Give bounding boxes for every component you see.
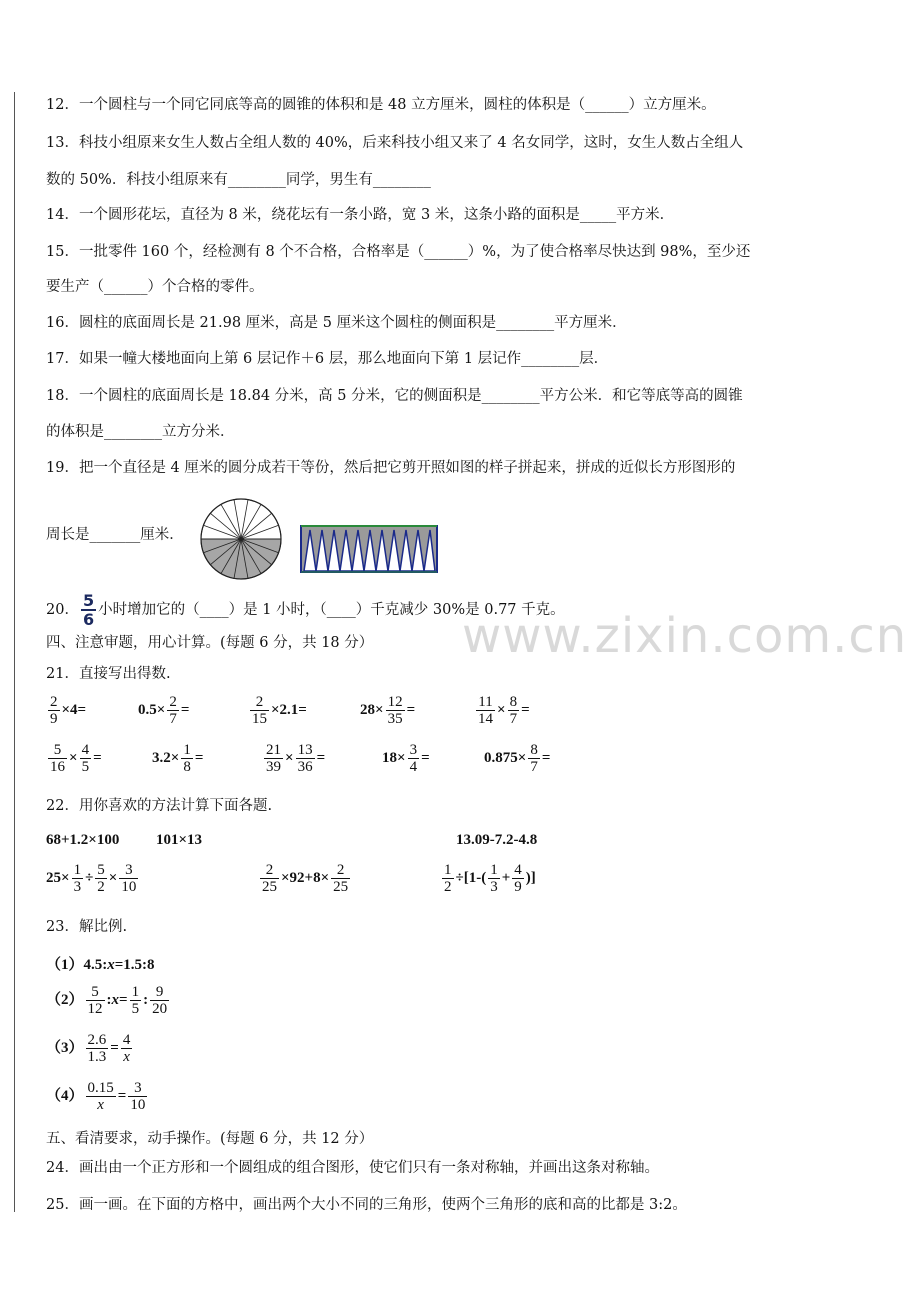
q22-expr-5: $\frac{2}{25}$ ×92+8× $\frac{2}{25}$ xyxy=(262,862,349,895)
question-12: 12．一个圆柱与一个同它同底等高的圆锥的体积和是 48 立方厘米，圆柱的体积是（______）立方厘米。 xyxy=(46,97,716,113)
q21-item-d: 28× $\frac{12}{35}$ = xyxy=(360,694,416,727)
q22-expr-6: $\frac{1}{2}$ ÷[1-( $\frac{1}{3}$ + $\frac{4}{9}$ )] xyxy=(444,862,536,895)
q21-item-a: $\frac{2}{9}$ ×4= xyxy=(50,694,87,727)
q21-item-g: 3.2× $\frac{1}{8}$ = xyxy=(152,742,204,775)
question-15-line2: 要生产（______）个合格的零件。 xyxy=(46,279,264,295)
question-13-line1: 13．科技小组原来女生人数占全组人数的 40%，后来科技小组又来了 4 名女同学，这时，女生人数占全组人 xyxy=(46,135,744,151)
q20-text: 小时增加它的（____）是 1 小时，（____）千克减少 30%是 0.77 千克。 xyxy=(98,602,565,618)
question-16: 16．圆柱的底面周长是 21.98 厘米，高是 5 厘米这个圆柱的侧面积是________平方厘米． xyxy=(46,315,627,331)
section-5-heading: 五、看清要求，动手操作。(每题 6 分，共 12 分） xyxy=(46,1131,374,1147)
sector-circle-figure xyxy=(198,496,284,582)
question-25: 25．画一画。在下面的方格中，画出两个大小不同的三角形，使两个三角形的底和高的比都是 3:2。 xyxy=(46,1197,687,1213)
watermark: www.zixin.com.cn xyxy=(462,608,908,664)
q21-item-f: $\frac{5}{16}$ × $\frac{4}{5}$ = xyxy=(50,742,102,775)
q21-item-j: 0.875× $\frac{8}{7}$ = xyxy=(484,742,551,775)
question-23: 23．解比例. xyxy=(46,919,128,935)
q21-item-i: 18× $\frac{3}{4}$ = xyxy=(382,742,430,775)
question-19-line1: 19．把一个直径是 4 厘米的圆分成若干等份，然后把它剪开照如图的样子拼起来，拼成的近似长方形图形的 xyxy=(46,460,736,476)
q23-part-4: （4） $\frac{0.15}{x}$ = $\frac{3}{10}$ xyxy=(46,1080,146,1113)
q23-part-1: （1）4.5:x=1.5:8 xyxy=(46,957,155,973)
q21-item-h: $\frac{21}{39}$ × $\frac{13}{36}$ = xyxy=(266,742,326,775)
question-18-line2: 的体积是________立方分米． xyxy=(46,424,235,440)
question-13-line2: 数的 50%．科技小组原来有________同学，男生有________ xyxy=(46,172,431,188)
question-14: 14．一个圆形花坛，直径为 8 米，绕花坛有一条小路，宽 3 米，这条小路的面积是_____平方米． xyxy=(46,207,675,223)
q23-part-2: （2） $\frac{5}{12}$ :x= $\frac{1}{5}$ : $\frac{9}{20}$ xyxy=(46,984,168,1017)
q21-item-b: 0.5× $\frac{2}{7}$ = xyxy=(138,694,190,727)
section-4-heading: 四、注意审题，用心计算。(每题 6 分，共 18 分） xyxy=(46,635,374,651)
q22-expr-2: 101×13 xyxy=(156,832,203,848)
question-24: 24．画出由一个正方形和一个圆组成的组合图形，使它们只有一条对称轴，并画出这条对称轴。 xyxy=(46,1160,659,1176)
question-22: 22．用你喜欢的方法计算下面各题. xyxy=(46,798,273,814)
question-18-line1: 18．一个圆柱的底面周长是 18.84 分米，高 5 分米，它的侧面积是________平方公米．和它等底等高的圆锥 xyxy=(46,388,743,404)
question-15-line1: 15．一批零件 160 个，经检测有 8 个不合格，合格率是（______）%，为了使合格率尽快达到 98%，至少还 xyxy=(46,244,751,260)
q20-fraction-num: 5 xyxy=(82,591,95,610)
rearranged-rectangle-figure xyxy=(300,522,440,574)
left-margin-line xyxy=(14,92,15,1212)
question-19-line2: 周长是_______厘米． xyxy=(46,527,184,543)
q21-item-c: $\frac{2}{15}$ ×2.1= xyxy=(252,694,307,727)
question-17: 17．如果一幢大楼地面向上第 6 层记作＋6 层，那么地面向下第 1 层记作________层． xyxy=(46,351,609,367)
q20-fraction-den: 6 xyxy=(82,610,95,629)
question-21: 21．直接写出得数. xyxy=(46,666,171,682)
q23-part-3: （3） $\frac{2.6}{1.3}$ = $\frac{4}{x}$ xyxy=(46,1032,131,1065)
q22-expr-3: 13.09-7.2-4.8 xyxy=(456,832,538,848)
q22-expr-1: 68+1.2×100 xyxy=(46,832,120,848)
q21-item-e: $\frac{11}{14}$ × $\frac{8}{7}$ = xyxy=(478,694,530,727)
q22-expr-4: 25× $\frac{1}{3}$ ÷ $\frac{5}{2}$ × $\frac{3}{10}$ xyxy=(46,862,137,895)
question-20: 20． $\frac{5}{6}$ 小时增加它的（____）是 1 小时，（____）千克减少 30%是 0.77 千克。 xyxy=(46,591,565,629)
